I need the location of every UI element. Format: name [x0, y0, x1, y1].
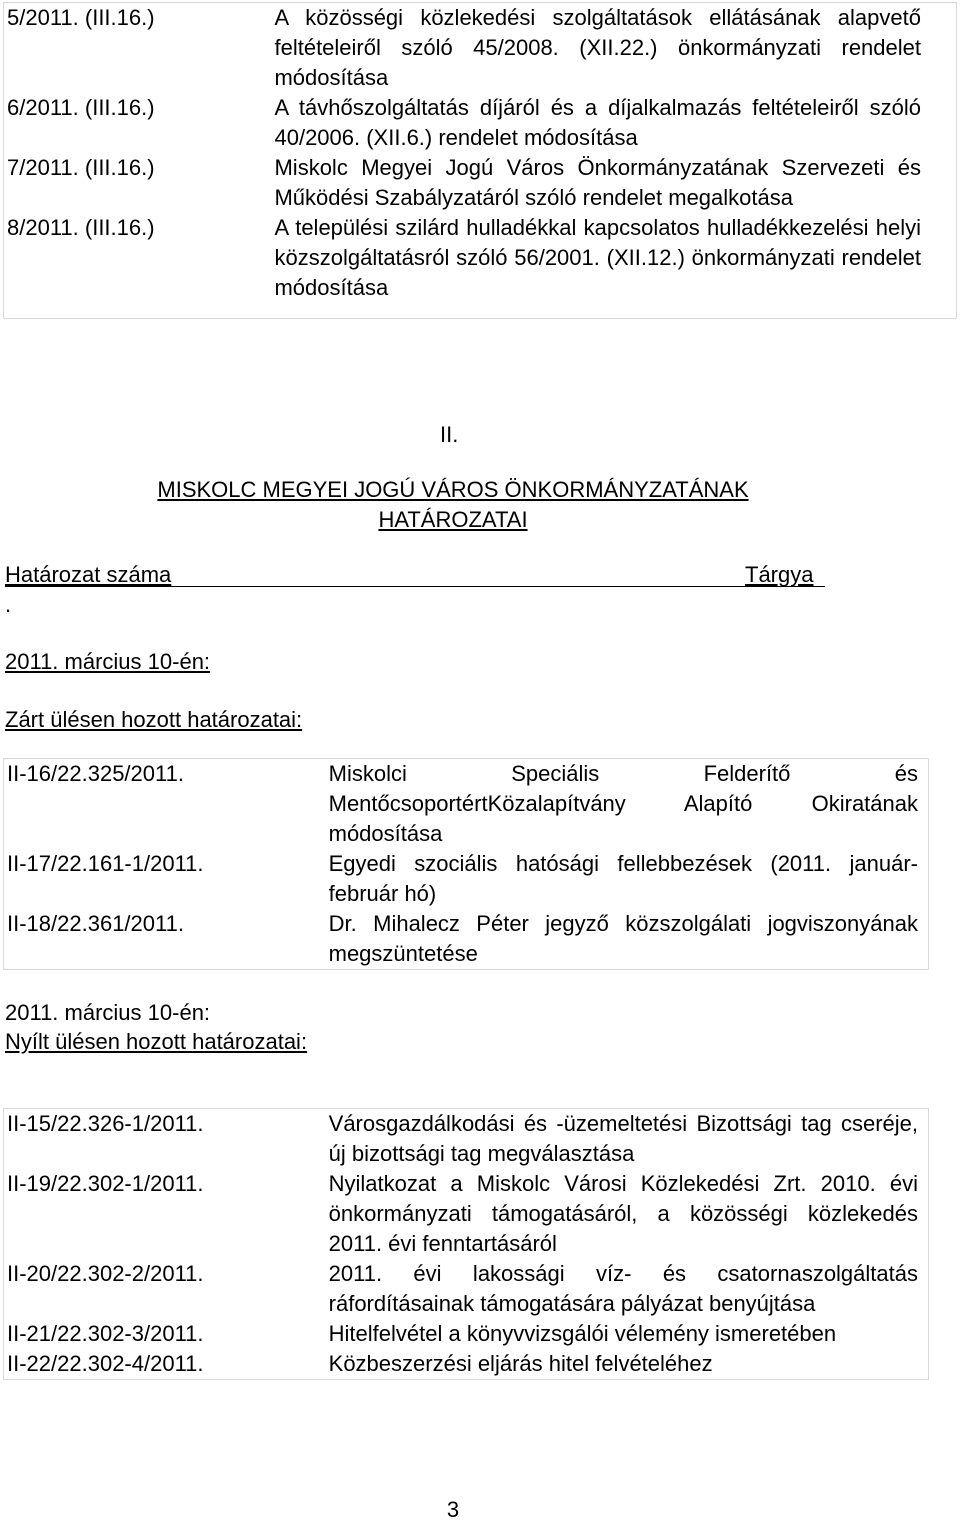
resolution-number: II-22/22.302-4/2011. — [7, 1351, 204, 1376]
resolution-number: II-15/22.326-1/2011. — [7, 1111, 204, 1136]
resolution-number: II-21/22.302-3/2011. — [7, 1321, 204, 1346]
table-row — [4, 759, 929, 850]
table-row — [4, 1319, 929, 1349]
resolution-number: II-16/22.325/2011. — [7, 761, 184, 786]
column-header-dot: . — [5, 592, 12, 617]
section-heading: MISKOLC MEGYEI JOGÚ VÁROS ÖNKORMÁNYZATÁNAK — [157, 477, 749, 502]
resolution-subject: 2011. évi lakossági víz- és csatornaszolgáltatás ráfordításainak támogatására pályázat benyújtása — [328, 1261, 918, 1316]
table-row — [4, 153, 957, 213]
regulation-title: Miskolc Megyei Jogú Város Önkormányzatának Szervezeti és Működési Szabályzatáról szóló rendelet megalkotása — [274, 155, 921, 210]
column-header-underline — [5, 586, 825, 587]
table-row — [4, 909, 929, 970]
regulation-number: 7/2011. (III.16.) — [7, 155, 155, 180]
closed-session-date: 2011. március 10-én: — [5, 649, 211, 674]
resolution-subject: Nyilatkozat a Miskolc Városi Közlekedési Zrt. 2010. évi önkormányzati támogatásáról, a közösségi közlekedés 2011. évi fenntartásáról — [328, 1171, 918, 1256]
regulation-title: A települési szilárd hulladékkal kapcsolatos hulladékkezelési helyi közszolgáltatásról szóló 56/2001. (XII.12.) önkormányzati rendelet módosítása — [274, 215, 921, 300]
regulation-number: 6/2011. (III.16.) — [7, 95, 155, 120]
regulation-title: A távhőszolgáltatás díjáról és a díjalkalmazás feltételeiről szóló 40/2006. (XII.6.) rendelet módosítása — [274, 95, 921, 150]
closed-session-label: Zárt ülésen hozott határozatai: — [5, 707, 303, 732]
resolution-number: II-19/22.302-1/2011. — [7, 1171, 204, 1196]
resolution-subject: Közbeszerzési eljárás hitel felvételéhez — [328, 1351, 713, 1376]
regulation-number: 8/2011. (III.16.) — [7, 215, 155, 240]
resolution-subject: Egyedi szociális hatósági fellebbezések (2011. január-február hó) — [328, 851, 918, 906]
open-session-table — [3, 1108, 929, 1380]
resolution-number: II-20/22.302-2/2011. — [7, 1261, 204, 1286]
closed-session-table — [3, 758, 929, 970]
table-row — [4, 849, 929, 909]
resolution-subject: Hitelfelvétel a könyvvizsgálói vélemény ismeretében — [328, 1321, 837, 1346]
open-session-label: Nyílt ülésen hozott határozatai: — [5, 1029, 308, 1054]
regulations-table — [3, 2, 957, 319]
resolution-number: II-17/22.161-1/2011. — [7, 851, 204, 876]
column-header-number: Határozat száma — [5, 562, 172, 587]
table-row — [4, 93, 957, 153]
resolution-number: II-18/22.361/2011. — [7, 911, 184, 936]
table-row — [4, 1109, 929, 1170]
section-subheading: HATÁROZATAI — [378, 507, 528, 532]
resolution-subject: Városgazdálkodási és -üzemeltetési Bizottsági tag cseréje, új bizottsági tag megválasztása — [328, 1111, 918, 1166]
column-header-subject: Tárgya — [745, 562, 814, 587]
table-row — [4, 1349, 929, 1380]
open-session-date: 2011. március 10-én: — [5, 1000, 211, 1025]
regulation-title: A közösségi közlekedési szolgáltatások ellátásának alapvető feltételeiről szóló 45/2008. (XII.22.) önkormányzati rendelet módosítása — [274, 5, 921, 90]
table-row — [4, 1169, 929, 1259]
table-row — [4, 3, 957, 94]
page-number: 3 — [446, 1497, 460, 1522]
resolution-subject: Miskolci Speciális Felderítő és MentőcsoportértKözalapítvány Alapító Okiratának módosítása — [328, 761, 918, 846]
resolution-subject: Dr. Mihalecz Péter jegyző közszolgálati jogviszonyának megszüntetése — [328, 911, 918, 966]
table-row — [4, 1259, 929, 1319]
regulation-number: 5/2011. (III.16.) — [7, 5, 155, 30]
section-number: II. — [440, 422, 459, 447]
table-row — [4, 213, 957, 319]
